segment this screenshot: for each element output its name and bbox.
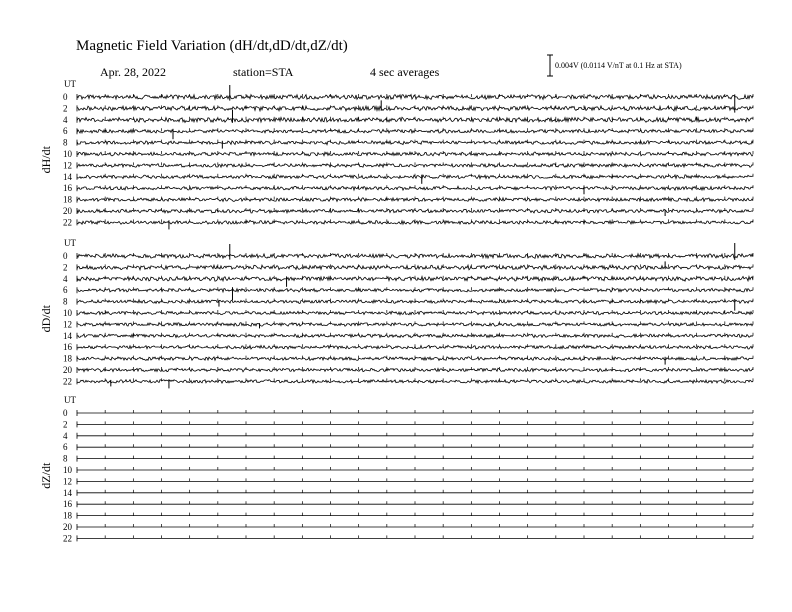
hour-label: 18 (63, 353, 72, 364)
ut-label: UT (64, 395, 76, 405)
hour-label: 8 (63, 453, 68, 464)
hour-label: 2 (63, 103, 68, 114)
hour-label: 16 (63, 342, 72, 353)
averaging-label: 4 sec averages (370, 65, 440, 79)
trace-line (77, 209, 753, 213)
hour-label: 4 (63, 114, 68, 125)
y-axis-label: dD/dt (39, 305, 53, 333)
hour-label: 12 (63, 160, 72, 171)
hour-label: 10 (63, 308, 72, 318)
panel-dHdt (39, 79, 753, 229)
hour-label: 22 (63, 217, 72, 228)
ut-label: UT (64, 79, 76, 89)
scale-bar (547, 55, 553, 76)
hour-label: 14 (63, 171, 72, 182)
hour-label: 0 (63, 408, 68, 418)
trace-line (77, 95, 753, 100)
date-label: Apr. 28, 2022 (100, 65, 166, 79)
hour-label: 14 (63, 330, 72, 341)
hour-label: 12 (63, 319, 72, 330)
hour-label: 2 (63, 419, 68, 430)
hour-label: 16 (63, 499, 72, 510)
panel-dZdt (39, 395, 753, 543)
hour-label: 20 (63, 206, 72, 216)
hour-label: 22 (63, 376, 72, 387)
scale-bar-label: 0.004V (0.0114 V/nT at 0.1 Hz at STA) (555, 61, 682, 70)
y-axis-label: dZ/dt (39, 462, 53, 489)
station-label: station=STA (233, 65, 294, 79)
panel-dDdt (39, 238, 753, 388)
hour-label: 16 (63, 183, 72, 194)
hour-label: 18 (63, 510, 72, 521)
ut-label: UT (64, 238, 76, 248)
y-axis-label: dH/dt (39, 146, 53, 174)
hour-label: 0 (63, 251, 68, 261)
hour-label: 8 (63, 296, 68, 307)
hour-label: 20 (63, 522, 72, 532)
hour-label: 4 (63, 273, 68, 284)
hour-label: 12 (63, 476, 72, 487)
hour-label: 8 (63, 137, 68, 148)
hour-label: 2 (63, 262, 68, 273)
hour-label: 22 (63, 533, 72, 544)
hour-label: 4 (63, 430, 68, 441)
hour-label: 20 (63, 365, 72, 375)
hour-label: 10 (63, 149, 72, 159)
chart-title: Magnetic Field Variation (dH/dt,dD/dt,dZ/dt) (76, 38, 348, 54)
hour-label: 18 (63, 194, 72, 205)
hour-label: 6 (63, 285, 68, 296)
hour-label: 14 (63, 487, 72, 498)
trace-line (77, 368, 753, 372)
hour-label: 6 (63, 126, 68, 137)
hour-label: 10 (63, 465, 72, 475)
hour-label: 0 (63, 92, 68, 102)
hour-label: 6 (63, 442, 68, 453)
